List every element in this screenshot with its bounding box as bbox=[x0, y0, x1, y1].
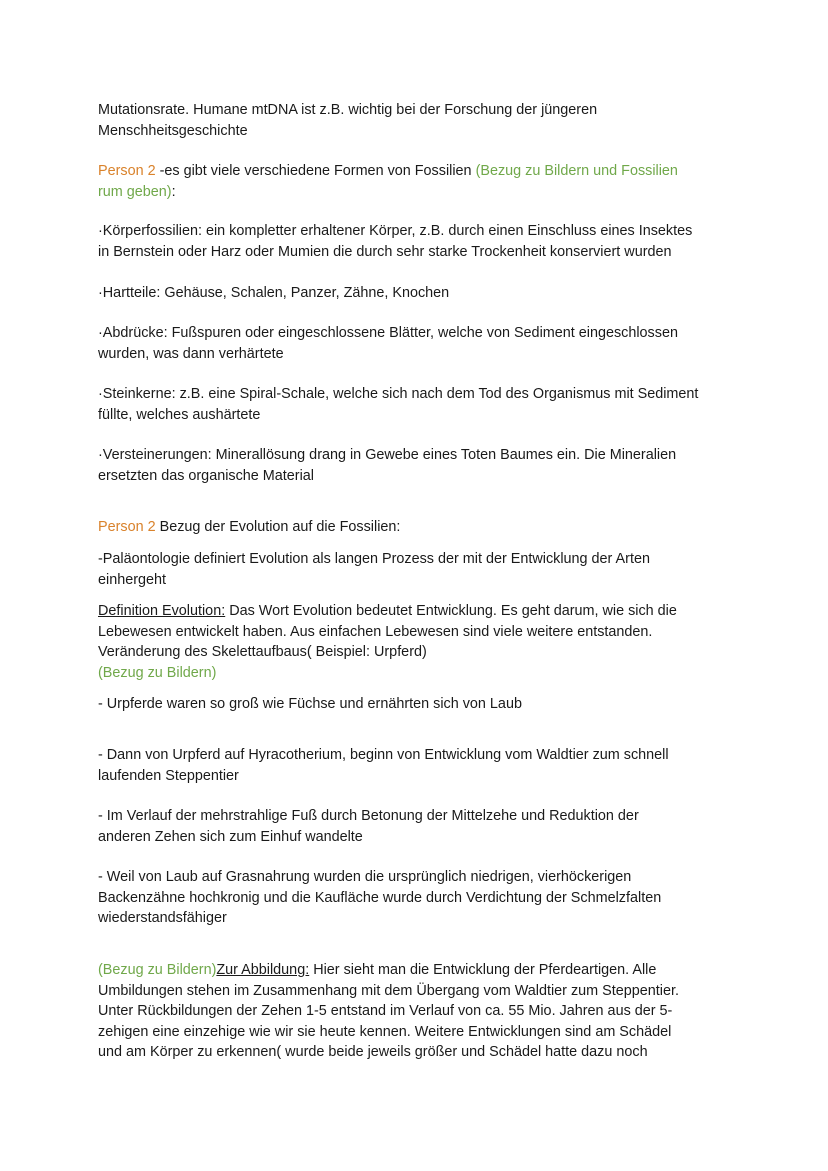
line: füllte, welches aushärtete bbox=[98, 406, 261, 423]
stage-note: (Bezug zu Bildern und Fossilien bbox=[475, 163, 678, 179]
stage-note: (Bezug zu Bildern) bbox=[98, 962, 217, 978]
line: Veränderung des Skelettaufbaus( Beispiel: Urpferd) bbox=[98, 644, 427, 660]
paragraph-abdruecke bbox=[98, 323, 738, 364]
stage-note: (Bezug zu Bildern) bbox=[98, 664, 217, 681]
paragraph-hyracotherium bbox=[98, 745, 738, 786]
paragraph-hartteile bbox=[98, 283, 738, 304]
paragraph-mtdna bbox=[98, 100, 738, 141]
line: Bezug der Evolution auf die Fossilien: bbox=[155, 519, 401, 535]
line: einhergeht bbox=[98, 571, 167, 588]
line: : bbox=[171, 183, 176, 200]
line: - Weil von Laub auf Grasnahrung wurden die ursprünglich niedrigen, vierhöckerigen bbox=[98, 869, 632, 885]
paragraph-definition-evolution bbox=[98, 601, 738, 683]
line: zehigen eine einzehige wie wir sie heute kennen. Weitere Entwicklungen sind am Schädel bbox=[98, 1023, 672, 1040]
abbildung-heading: Zur Abbildung: bbox=[216, 962, 310, 978]
speaker-label: Person 2 bbox=[98, 519, 156, 535]
paragraph-backenzaehne bbox=[98, 867, 738, 929]
line: - Urpferde waren so groß wie Füchse und ernährten sich von Laub bbox=[98, 696, 522, 712]
paragraph-steinkerne bbox=[98, 384, 738, 425]
line: ·Steinkerne: z.B. eine Spiral-Schale, welche sich nach dem Tod des Organismus mit Sediment bbox=[98, 386, 699, 402]
paragraph-palaeontologie bbox=[98, 549, 738, 590]
paragraph-koerperfossilien bbox=[98, 221, 738, 262]
line: wurden, was dann verhärtete bbox=[98, 345, 284, 362]
line: anderen Zehen sich zum Einhuf wandelte bbox=[98, 828, 363, 845]
paragraph-zur-abbildung bbox=[98, 960, 738, 1063]
line: ·Versteinerungen: Minerallösung drang in Gewebe eines Toten Baumes ein. Die Mineralien bbox=[98, 447, 677, 463]
line: ·Hartteile: Gehäuse, Schalen, Panzer, Zähne, Knochen bbox=[98, 285, 450, 301]
line: -Paläontologie definiert Evolution als langen Prozess der mit der Entwicklung der Arten bbox=[98, 551, 650, 567]
line: -es gibt viele verschiedene Formen von Fossilien bbox=[155, 163, 476, 179]
line: wiederstandsfähiger bbox=[98, 910, 227, 926]
paragraph-urpferde bbox=[98, 694, 738, 715]
line: - Im Verlauf der mehrstrahlige Fuß durch Betonung der Mittelzehe und Reduktion der bbox=[98, 808, 639, 824]
paragraph-evolution-fossils bbox=[98, 517, 738, 538]
definition-heading: Definition Evolution: bbox=[98, 603, 226, 619]
line: Menschheitsgeschichte bbox=[98, 122, 248, 139]
line: Unter Rückbildungen der Zehen 1-5 entstand im Verlauf von ca. 55 Mio. Jahren aus der 5- bbox=[98, 1003, 673, 1019]
line: ·Körperfossilien: ein kompletter erhaltener Körper, z.B. durch einen Einschluss eines Insektes bbox=[98, 223, 693, 239]
line: Backenzähne hochkronig und die Kaufläche wurde durch Verdichtung der Schmelzfalten bbox=[98, 889, 662, 906]
paragraph-einhuf bbox=[98, 806, 738, 847]
line: Das Wort Evolution bedeutet Entwicklung. Es geht darum, wie sich die bbox=[225, 603, 677, 619]
line: - Dann von Urpferd auf Hyracotherium, beginn von Entwicklung vom Waldtier zum schnell bbox=[98, 747, 669, 763]
line: und am Körper zu erkennen( wurde beide jeweils größer und Schädel hatte dazu noch bbox=[98, 1044, 648, 1060]
line: in Bernstein oder Harz oder Mumien die durch sehr starke Trockenheit konserviert wurden bbox=[98, 243, 672, 260]
line: laufenden Steppentier bbox=[98, 767, 239, 784]
line: ersetzten das organische Material bbox=[98, 467, 314, 484]
line: Umbildungen stehen im Zusammenhang mit dem Übergang vom Waldtier zum Steppentier. bbox=[98, 982, 679, 999]
line: Mutationsrate. Humane mtDNA ist z.B. wichtig bei der Forschung der jüngeren bbox=[98, 102, 598, 118]
line: ·Abdrücke: Fußspuren oder eingeschlossene Blätter, welche von Sediment eingeschlossen bbox=[98, 325, 678, 341]
stage-note: rum geben) bbox=[98, 183, 172, 200]
speaker-label: Person 2 bbox=[98, 163, 156, 179]
line: Hier sieht man die Entwicklung der Pferdeartigen. Alle bbox=[309, 962, 657, 978]
line: Lebewesen entwickelt haben. Aus einfachen Lebewesen sind viele weitere entstanden. bbox=[98, 623, 653, 640]
paragraph-versteinerungen bbox=[98, 445, 738, 486]
paragraph-fossil-forms bbox=[98, 161, 738, 202]
